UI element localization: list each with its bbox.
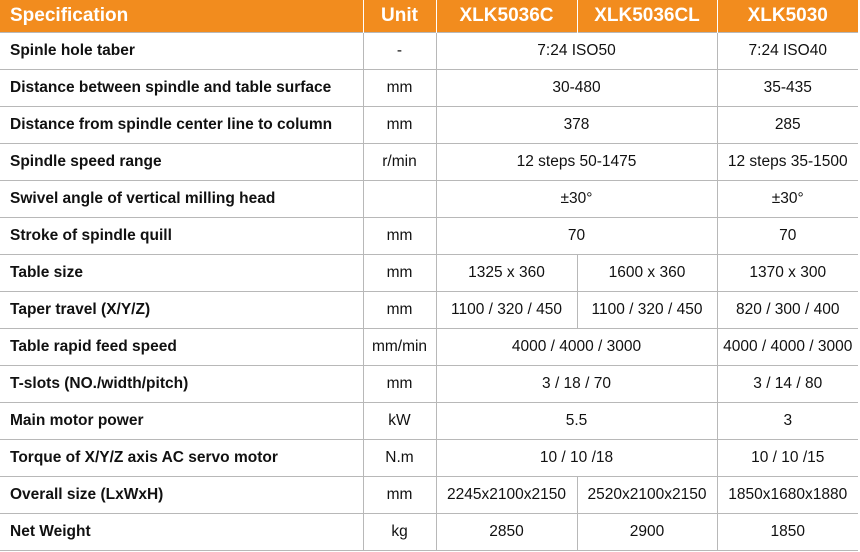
spec-name-cell: Table size xyxy=(0,255,363,292)
value-cell-xlk5030: 70 xyxy=(717,218,858,255)
table-row xyxy=(0,403,858,440)
value-cell-xlk5036c: 1100 / 320 / 450 xyxy=(436,292,577,329)
value-cell-xlk5036c-xlk5036cl: 10 / 10 /18 xyxy=(436,440,717,477)
spec-name-cell: Spinle hole taber xyxy=(0,33,363,70)
unit-cell: mm xyxy=(363,292,436,329)
value-cell-xlk5036c-xlk5036cl: 378 xyxy=(436,107,717,144)
value-cell-xlk5036c-xlk5036cl: 70 xyxy=(436,218,717,255)
spec-name-cell: Overall size (LxWxH) xyxy=(0,477,363,514)
spec-name-cell: Distance from spindle center line to column xyxy=(0,107,363,144)
value-cell-xlk5030: 285 xyxy=(717,107,858,144)
value-cell-xlk5030: 3 xyxy=(717,403,858,440)
table-row xyxy=(0,107,858,144)
spec-name-cell: Net Weight xyxy=(0,514,363,551)
value-cell-xlk5030: 35-435 xyxy=(717,70,858,107)
unit-cell: mm xyxy=(363,218,436,255)
spec-name-cell: Taper travel (X/Y/Z) xyxy=(0,292,363,329)
table-row xyxy=(0,70,858,107)
spec-name-cell: Stroke of spindle quill xyxy=(0,218,363,255)
table-row xyxy=(0,440,858,477)
unit-cell: mm xyxy=(363,255,436,292)
value-cell-xlk5030: 12 steps 35-1500 xyxy=(717,144,858,181)
table-row xyxy=(0,33,858,70)
unit-cell: N.m xyxy=(363,440,436,477)
unit-cell: mm xyxy=(363,70,436,107)
unit-cell: mm/min xyxy=(363,329,436,366)
unit-cell: kW xyxy=(363,403,436,440)
spec-name-cell: Torque of X/Y/Z axis AC servo motor xyxy=(0,440,363,477)
value-cell-xlk5036c: 1325 x 360 xyxy=(436,255,577,292)
value-cell-xlk5036c-xlk5036cl: 3 / 18 / 70 xyxy=(436,366,717,403)
header-model-xlk5036cl: XLK5036CL xyxy=(577,0,717,33)
table-row xyxy=(0,366,858,403)
header-specification: Specification xyxy=(0,0,363,33)
table-row xyxy=(0,477,858,514)
value-cell-xlk5036c-xlk5036cl: 12 steps 50-1475 xyxy=(436,144,717,181)
value-cell-xlk5030: 1850x1680x1880 xyxy=(717,477,858,514)
value-cell-xlk5036c-xlk5036cl: 5.5 xyxy=(436,403,717,440)
unit-cell: mm xyxy=(363,107,436,144)
header-unit: Unit xyxy=(363,0,436,33)
value-cell-xlk5030: ±30° xyxy=(717,181,858,218)
value-cell-xlk5030: 10 / 10 /15 xyxy=(717,440,858,477)
value-cell-xlk5036c-xlk5036cl: 4000 / 4000 / 3000 xyxy=(436,329,717,366)
value-cell-xlk5036cl: 1600 x 360 xyxy=(577,255,717,292)
value-cell-xlk5036cl: 2900 xyxy=(577,514,717,551)
spec-name-cell: Distance between spindle and table surface xyxy=(0,70,363,107)
value-cell-xlk5036c-xlk5036cl: ±30° xyxy=(436,181,717,218)
header-row xyxy=(0,0,858,33)
value-cell-xlk5036c-xlk5036cl: 7:24 ISO50 xyxy=(436,33,717,70)
unit-cell xyxy=(363,181,436,218)
value-cell-xlk5030: 1850 xyxy=(717,514,858,551)
value-cell-xlk5030: 820 / 300 / 400 xyxy=(717,292,858,329)
value-cell-xlk5030: 4000 / 4000 / 3000 xyxy=(717,329,858,366)
spec-name-cell: Spindle speed range xyxy=(0,144,363,181)
table-row xyxy=(0,292,858,329)
value-cell-xlk5036c: 2245x2100x2150 xyxy=(436,477,577,514)
spec-name-cell: Table rapid feed speed xyxy=(0,329,363,366)
table-body xyxy=(0,33,858,551)
value-cell-xlk5036c: 2850 xyxy=(436,514,577,551)
value-cell-xlk5030: 7:24 ISO40 xyxy=(717,33,858,70)
spec-name-cell: Main motor power xyxy=(0,403,363,440)
table-header xyxy=(0,0,858,33)
unit-cell: mm xyxy=(363,477,436,514)
unit-cell: - xyxy=(363,33,436,70)
header-model-xlk5036c: XLK5036C xyxy=(436,0,577,33)
value-cell-xlk5036cl: 1100 / 320 / 450 xyxy=(577,292,717,329)
table-row xyxy=(0,218,858,255)
table-row xyxy=(0,329,858,366)
unit-cell: r/min xyxy=(363,144,436,181)
table-row xyxy=(0,144,858,181)
value-cell-xlk5030: 1370 x 300 xyxy=(717,255,858,292)
unit-cell: mm xyxy=(363,366,436,403)
table-row xyxy=(0,514,858,551)
table-row xyxy=(0,255,858,292)
table-row xyxy=(0,181,858,218)
spec-name-cell: T-slots (NO./width/pitch) xyxy=(0,366,363,403)
value-cell-xlk5030: 3 / 14 / 80 xyxy=(717,366,858,403)
header-model-xlk5030: XLK5030 xyxy=(717,0,858,33)
value-cell-xlk5036cl: 2520x2100x2150 xyxy=(577,477,717,514)
spec-name-cell: Swivel angle of vertical milling head xyxy=(0,181,363,218)
value-cell-xlk5036c-xlk5036cl: 30-480 xyxy=(436,70,717,107)
unit-cell: kg xyxy=(363,514,436,551)
